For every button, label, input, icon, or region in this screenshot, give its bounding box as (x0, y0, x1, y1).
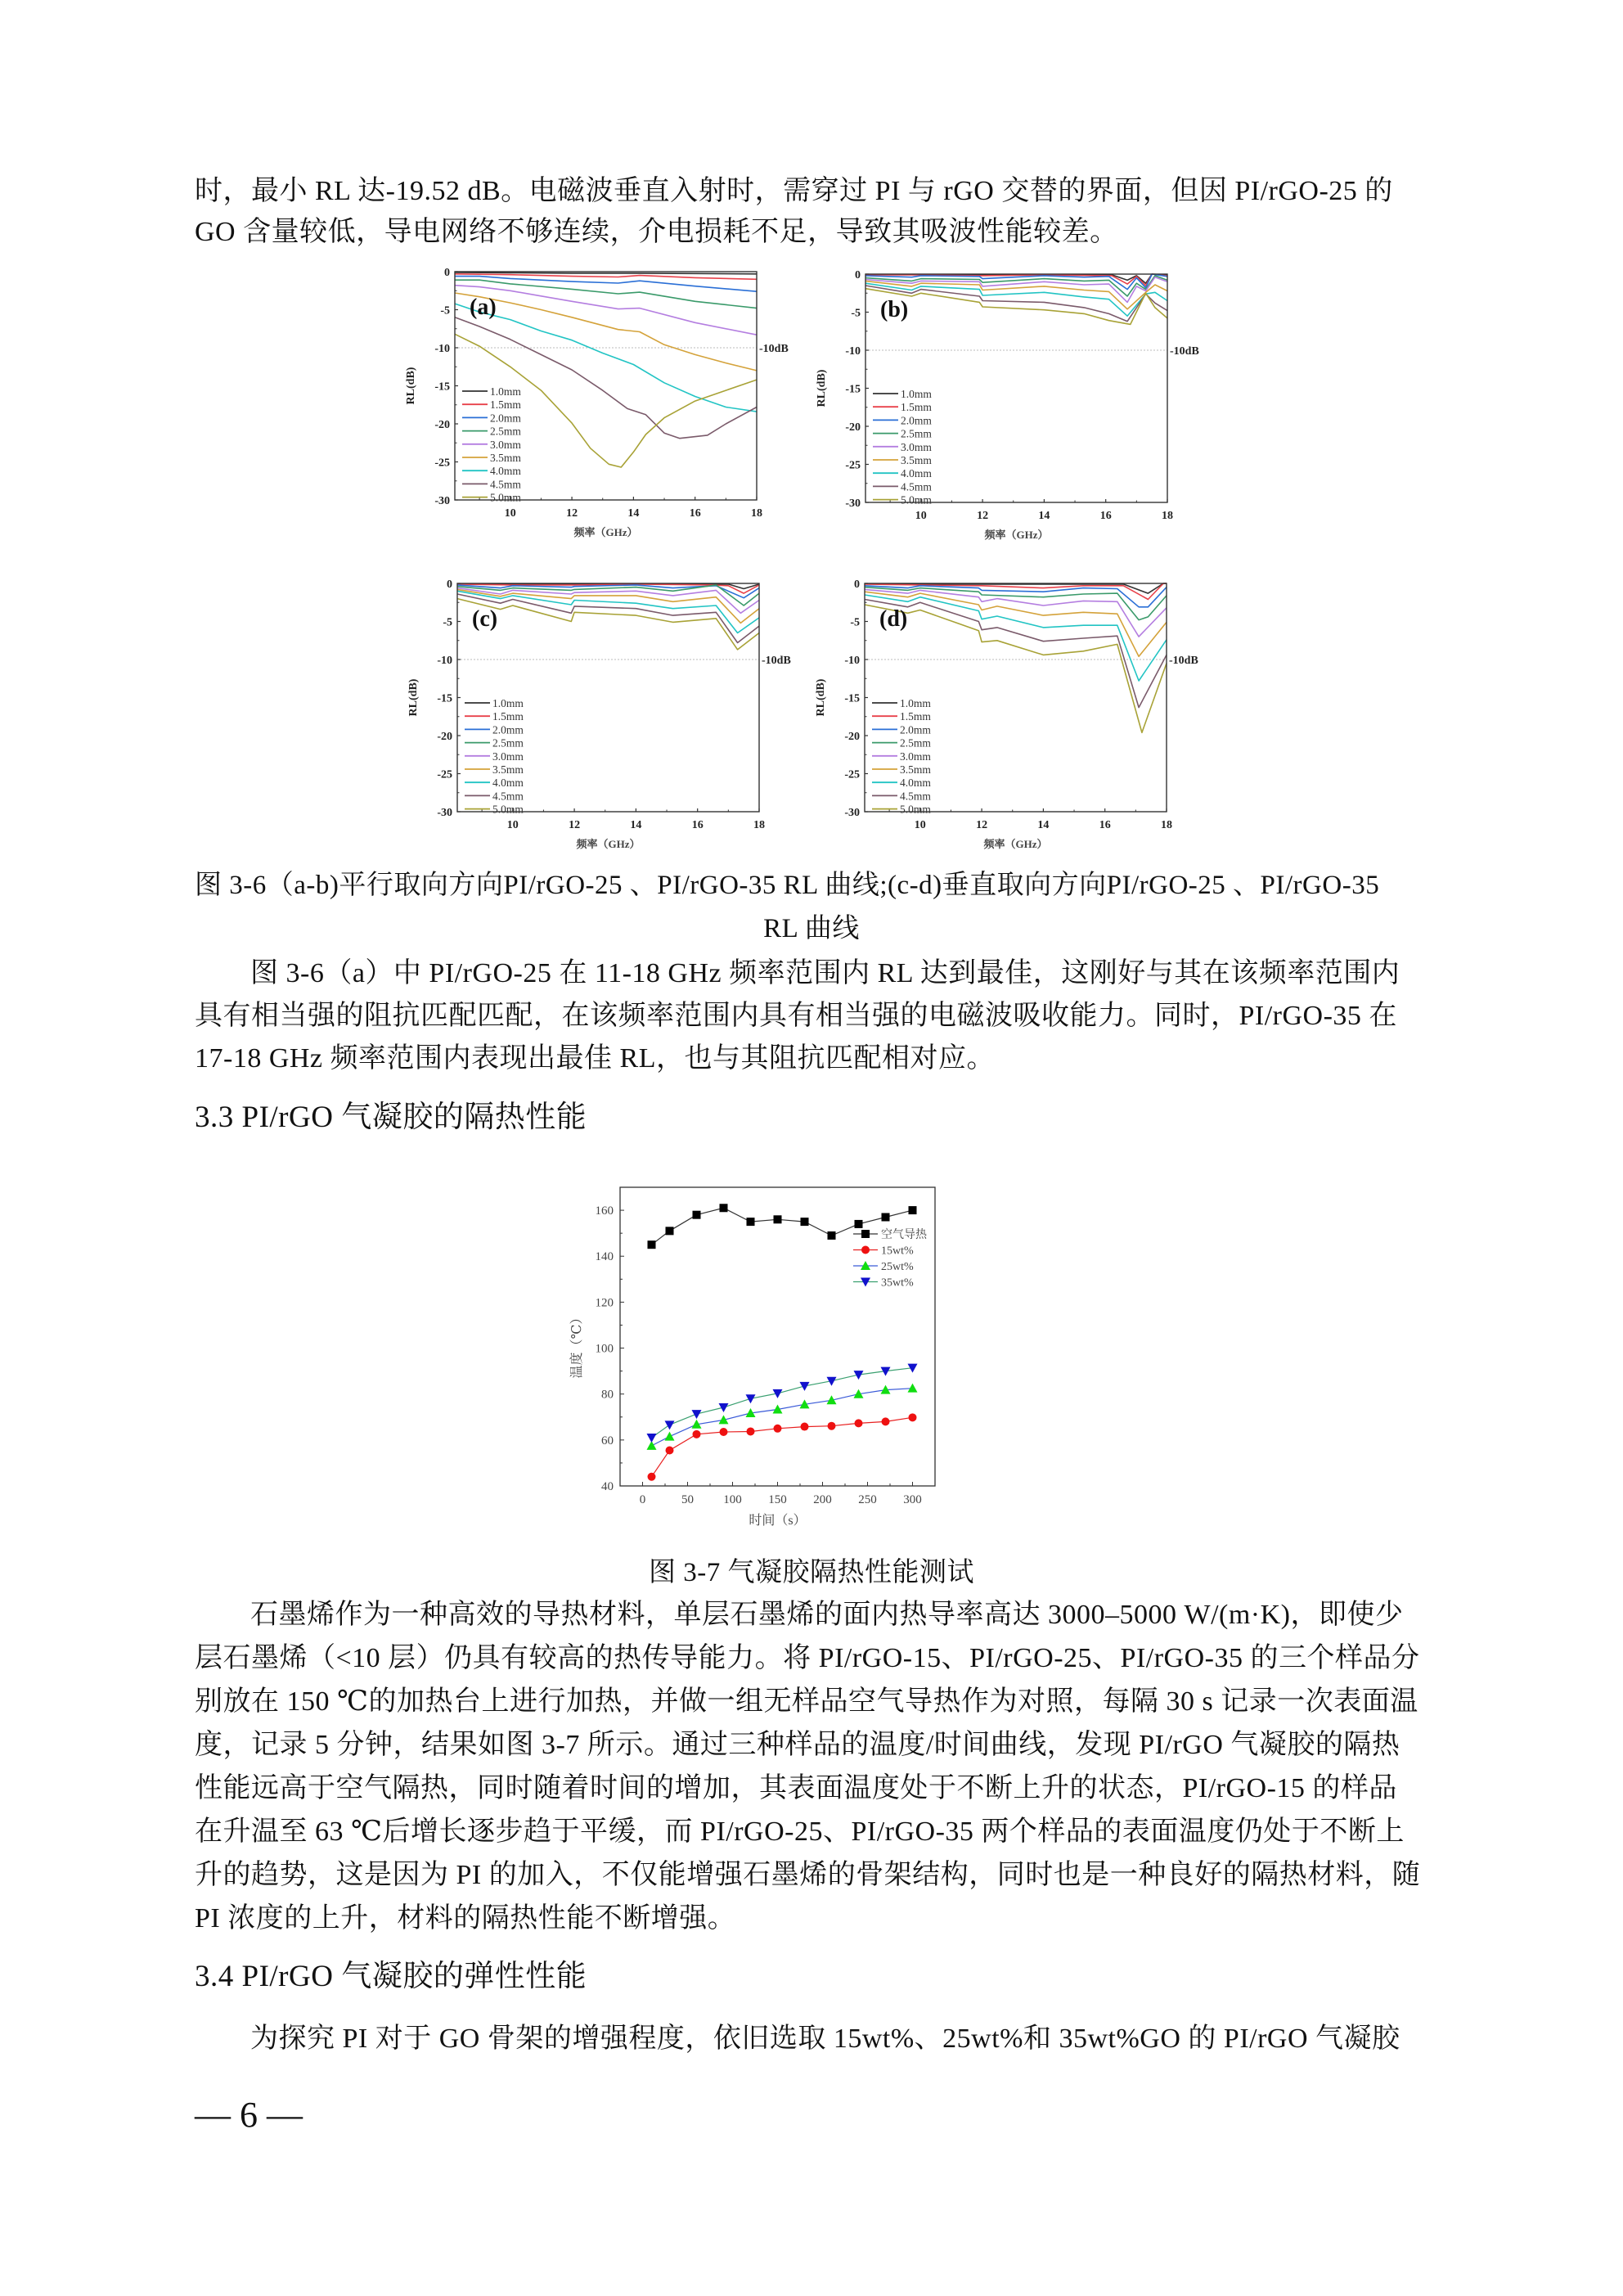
y-tick-label: -5 (443, 616, 452, 629)
y-tick-label: -10 (437, 655, 452, 667)
data-point (720, 1428, 728, 1436)
x-tick-label: 18 (751, 507, 762, 520)
y-tick-label: -20 (844, 731, 860, 743)
y-tick-label: 120 (595, 1296, 614, 1310)
data-point (747, 1427, 755, 1435)
legend-label: 2.0mm (900, 723, 931, 736)
x-tick-label: 12 (977, 510, 989, 522)
temperature-chart (564, 1170, 957, 1546)
paragraph-fig37-line-6: 在升温至 63 ℃后增长逐步趋于平缓，而 PI/rGO-25、PI/rGO-35 两个样品的表面温度仍处于不断上 (195, 1817, 1405, 1847)
data-point (647, 1434, 657, 1443)
data-point (882, 1213, 890, 1222)
legend-label: 4.5mm (490, 478, 521, 491)
x-tick-label: 150 (768, 1493, 787, 1506)
x-axis-label: 频率（GHz） (573, 526, 638, 538)
x-tick-label: 14 (630, 819, 642, 831)
panel-label: (d) (879, 606, 908, 632)
y-tick-label: 140 (595, 1250, 614, 1264)
legend-label: 1.5mm (900, 710, 931, 723)
series-line-2.5mm (455, 280, 757, 308)
data-point (855, 1220, 863, 1228)
x-tick-label: 10 (915, 510, 927, 522)
y-tick-label: -20 (434, 419, 450, 431)
reference-line-label: -10dB (759, 343, 789, 355)
legend-label: 25wt% (881, 1261, 914, 1273)
data-point (692, 1410, 702, 1419)
y-axis-label: RL(dB) (407, 678, 420, 717)
y-tick-label: -30 (844, 807, 860, 819)
data-point (774, 1215, 782, 1223)
legend-label: 4.0mm (901, 467, 932, 480)
series-line-15wt% (652, 1417, 913, 1477)
data-point (693, 1211, 701, 1219)
x-tick-label: 18 (1161, 819, 1172, 831)
y-tick-label: 60 (601, 1434, 614, 1447)
figure-3-6-caption-line-1: 图 3-6（a-b)平行取向方向PI/rGO-25 、PI/rGO-35 RL 曲线;(c-d)垂直取向方向PI/rGO-25 、PI/rGO-35 (195, 871, 1380, 900)
legend-label: 5.0mm (492, 803, 524, 816)
section-3-3-heading: 3.3 PI/rGO 气凝胶的隔热性能 (195, 1101, 587, 1134)
legend-label: 1.5mm (901, 401, 932, 414)
y-tick-label: -25 (437, 768, 452, 781)
x-tick-label: 18 (1162, 510, 1173, 522)
y-tick-label: 0 (854, 579, 860, 591)
y-tick-label: -5 (850, 616, 860, 629)
page-number: — 6 — (195, 2095, 303, 2135)
series-line-1.5mm (455, 274, 757, 280)
data-point (801, 1218, 809, 1226)
paragraph-fig36-line-2: 具有相当强的阻抗匹配匹配，在该频率范围内具有相当强的电磁波吸收能力。同时，PI/rGO-35 在 (195, 1001, 1397, 1031)
y-tick-label: 0 (444, 267, 450, 279)
legend-label: 35wt% (881, 1276, 914, 1290)
section-3-4-heading: 3.4 PI/rGO 气凝胶的弹性性能 (195, 1960, 587, 1993)
y-tick-label: 80 (601, 1388, 614, 1402)
x-tick-label: 10 (914, 819, 926, 831)
y-axis-label: RL(dB) (816, 369, 828, 407)
panel-label: (c) (472, 606, 498, 632)
data-point (747, 1218, 755, 1226)
legend-label: 3.5mm (492, 763, 524, 776)
y-tick-label: -25 (844, 768, 860, 781)
legend-label: 1.0mm (490, 385, 521, 398)
data-point (648, 1473, 656, 1481)
x-tick-label: 16 (689, 507, 701, 520)
paragraph-top-line-1: 时，最小 RL 达-19.52 dB。电磁波垂直入射时，需穿过 PI 与 rGO 交替的界面，但因 PI/rGO-25 的 (195, 176, 1393, 206)
paragraph-fig37-line-1: 石墨烯作为一种高效的导热材料，单层石墨烯的面内热导率高达 3000–5000 W/(m·K)，即使少 (250, 1600, 1404, 1630)
y-tick-label: -15 (844, 692, 860, 705)
y-tick-label: 100 (595, 1342, 614, 1356)
legend-label: 4.5mm (492, 790, 524, 803)
reference-line-label: -10dB (762, 655, 791, 667)
legend-label: 空气导热 (881, 1229, 927, 1241)
data-point (908, 1384, 918, 1393)
y-tick-label: -20 (845, 421, 861, 434)
x-tick-label: 12 (566, 507, 578, 520)
legend-label: 1.0mm (900, 697, 931, 709)
legend-label: 2.5mm (901, 427, 932, 440)
paragraph-last-line: 为探究 PI 对于 GO 骨架的增强程度，依旧选取 15wt%、25wt%和 35wt%GO 的 PI/rGO 气凝胶 (250, 2024, 1400, 2054)
data-point (693, 1430, 701, 1438)
x-tick-label: 12 (976, 819, 988, 831)
data-point (855, 1419, 863, 1427)
legend-label: 3.5mm (901, 454, 932, 466)
y-tick-label: -25 (845, 459, 861, 472)
rl-chart-d (803, 572, 1228, 867)
paragraph-fig37-line-7: 升的趋势，这是因为 PI 的加入，不仅能增强石墨烯的骨架结构，同时也是一种良好的隔热材料，随 (195, 1860, 1421, 1890)
x-tick-label: 10 (506, 819, 519, 831)
x-axis-label: 频率（GHz） (983, 838, 1048, 850)
legend-label: 3.0mm (492, 750, 524, 763)
paragraph-fig37-line-2: 层石墨烯（<10 层）仍具有较高的热传导能力。将 PI/rGO-15、PI/rGO-25、PI/rGO-35 的三个样品分 (195, 1643, 1420, 1673)
y-tick-label: 0 (855, 269, 861, 281)
legend-label: 2.5mm (490, 425, 521, 438)
panel-label: (b) (880, 297, 909, 322)
x-tick-label: 16 (1099, 819, 1111, 831)
data-point (666, 1446, 674, 1454)
y-tick-label: -20 (437, 731, 452, 743)
data-point (800, 1382, 810, 1391)
reference-line-label: -10dB (1170, 345, 1199, 358)
y-tick-label: 40 (601, 1480, 614, 1493)
x-tick-label: 300 (903, 1493, 922, 1506)
paragraph-fig37-line-5: 性能远高于空气隔热，同时随着时间的增加，其表面温度处于不断上升的状态，PI/rGO-15 的样品 (195, 1773, 1397, 1803)
paragraph-top-line-2: GO 含量较低，导电网络不够连续，介电损耗不足，导致其吸波性能较差。 (195, 217, 1118, 247)
y-tick-label: 160 (595, 1204, 614, 1218)
legend-label: 2.5mm (900, 736, 931, 750)
y-axis-label: RL(dB) (405, 367, 417, 405)
y-tick-label: -30 (434, 495, 450, 507)
legend-label: 2.5mm (492, 736, 524, 750)
legend-label: 2.0mm (492, 723, 524, 736)
legend-label: 1.5mm (492, 710, 524, 723)
data-point (648, 1240, 656, 1249)
legend-marker (861, 1246, 870, 1254)
y-tick-label: -30 (437, 807, 452, 819)
figure-3-7-caption: 图 3-7 气凝胶隔热性能测试 (649, 1558, 974, 1587)
x-tick-label: 14 (1037, 819, 1050, 831)
data-point (746, 1394, 756, 1403)
x-tick-label: 14 (1038, 510, 1050, 522)
legend-label: 2.0mm (490, 412, 521, 425)
legend-label: 4.5mm (901, 480, 932, 493)
y-axis-label: RL(dB) (815, 678, 827, 717)
x-tick-label: 16 (1099, 510, 1112, 522)
x-axis-label: 频率（GHz） (984, 529, 1049, 541)
legend-label: 3.0mm (900, 750, 931, 763)
y-axis-label: 温度（℃） (570, 1311, 584, 1379)
series-line-1.0mm (455, 272, 757, 274)
x-axis-label: 频率（GHz） (576, 838, 641, 850)
data-point (882, 1417, 890, 1425)
panel-label: (a) (470, 295, 497, 320)
x-tick-label: 100 (723, 1493, 742, 1506)
legend-label: 3.5mm (900, 763, 931, 776)
series-line-空气导热 (652, 1208, 913, 1245)
rl-chart-b (803, 263, 1229, 557)
paragraph-fig36-line-3: 17-18 GHz 频率范围内表现出最佳 RL，也与其阻抗匹配相对应。 (195, 1043, 995, 1074)
x-tick-label: 18 (753, 819, 765, 831)
data-point (909, 1413, 917, 1421)
data-point (801, 1423, 809, 1431)
x-tick-label: 0 (639, 1493, 646, 1506)
legend-label: 15wt% (881, 1245, 914, 1258)
paragraph-fig36-line-1: 图 3-6（a）中 PI/rGO-25 在 11-18 GHz 频率范围内 RL 达到最佳，这刚好与其在该频率范围内 (250, 958, 1400, 988)
legend-label: 3.0mm (490, 438, 521, 451)
data-point (665, 1432, 675, 1441)
x-tick-label: 16 (691, 819, 704, 831)
x-tick-label: 10 (504, 507, 516, 520)
x-tick-label: 200 (813, 1493, 832, 1506)
legend-label: 2.0mm (901, 414, 932, 427)
legend-label: 5.0mm (901, 493, 932, 506)
y-tick-label: -10 (845, 345, 861, 358)
figure-3-6-caption-line-2: RL 曲线 (763, 914, 860, 943)
data-point (909, 1206, 917, 1214)
paragraph-fig37-line-3: 别放在 150 ℃的加热台上进行加热，并做一组无样品空气导热作为对照，每隔 30 s 记录一次表面温 (195, 1686, 1418, 1717)
series-line-3.5mm (455, 293, 757, 371)
rl-chart-c (395, 572, 820, 867)
legend-marker (861, 1230, 870, 1238)
reference-line-label: -10dB (1169, 655, 1198, 667)
data-point (774, 1425, 782, 1433)
x-tick-label: 250 (858, 1493, 877, 1506)
y-tick-label: 0 (447, 579, 452, 591)
legend-label: 4.5mm (900, 790, 931, 803)
x-axis-label: 时间（s） (749, 1514, 807, 1528)
data-point (720, 1204, 728, 1212)
paragraph-fig37-line-4: 度，记录 5 分钟，结果如图 3-7 所示。通过三种样品的温度/时间曲线，发现 PI/rGO 气凝胶的隔热 (195, 1730, 1400, 1760)
y-tick-label: -25 (434, 457, 450, 470)
legend-label: 4.0mm (492, 777, 524, 790)
rl-chart-a (393, 260, 818, 555)
y-tick-label: -10 (844, 655, 860, 667)
legend-label: 1.0mm (492, 697, 524, 709)
series-line-4.5mm (865, 600, 1167, 708)
x-tick-label: 14 (627, 507, 640, 520)
data-point (828, 1231, 836, 1240)
y-tick-label: -15 (437, 692, 452, 705)
legend-label: 5.0mm (900, 803, 931, 816)
paragraph-fig37-line-8: PI 浓度的上升，材料的隔热性能不断增强。 (195, 1903, 736, 1934)
y-tick-label: -15 (434, 380, 450, 394)
data-point (828, 1422, 836, 1430)
y-tick-label: -30 (845, 497, 861, 510)
y-tick-label: -10 (434, 343, 450, 355)
legend-label: 5.0mm (490, 491, 521, 504)
x-tick-label: 50 (681, 1493, 694, 1506)
x-tick-label: 12 (569, 819, 581, 831)
y-tick-label: -5 (851, 307, 861, 320)
series-line-3.0mm (457, 588, 759, 614)
y-tick-label: -15 (845, 383, 861, 396)
legend-label: 1.0mm (901, 388, 932, 400)
legend-label: 3.0mm (901, 440, 932, 453)
legend-label: 4.0mm (900, 777, 931, 790)
legend-label: 3.5mm (490, 452, 521, 464)
data-point (666, 1227, 674, 1235)
legend-label: 4.0mm (490, 465, 521, 478)
data-point (665, 1420, 675, 1429)
y-tick-label: -5 (440, 304, 450, 317)
legend-label: 1.5mm (490, 398, 521, 412)
